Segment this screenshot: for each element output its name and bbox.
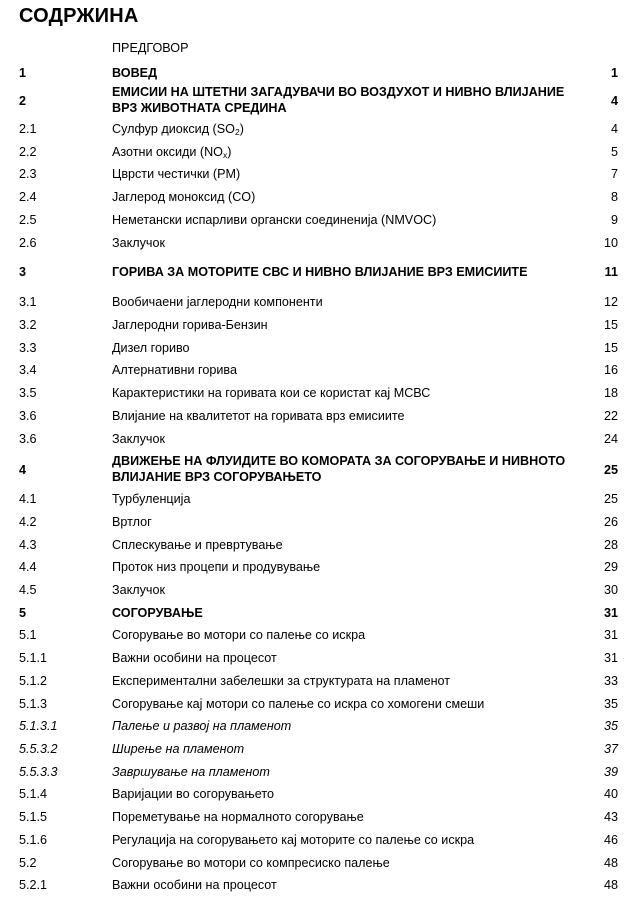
toc-entry-number: 4.1 bbox=[19, 492, 37, 506]
toc-entry-title: Вообичаени јаглеродни компоненти bbox=[112, 295, 323, 309]
toc-entry-page: 35 bbox=[603, 719, 618, 733]
toc-entry-page: 39 bbox=[603, 765, 618, 779]
toc-entry-page: 5 bbox=[610, 145, 618, 159]
toc-entry-page: 46 bbox=[603, 833, 618, 847]
toc-entry-number: 5.1.6 bbox=[19, 833, 48, 847]
toc-entry-number: 3.2 bbox=[19, 318, 37, 332]
toc-entry-title: Завршување на пламенот bbox=[112, 765, 270, 779]
toc-entry-page: 31 bbox=[603, 628, 618, 642]
subscript: x bbox=[222, 150, 228, 160]
toc-entry-number: 3.4 bbox=[19, 363, 37, 377]
toc-entry-number: 2.4 bbox=[19, 190, 37, 204]
toc-entry-page: 8 bbox=[610, 190, 618, 204]
toc-entry-page: 37 bbox=[603, 742, 618, 756]
toc-entry-page: 28 bbox=[603, 538, 618, 552]
toc-entry-number: 5.5.3.3 bbox=[19, 765, 58, 779]
toc-entry-title: Влијание на квалитетот на горивата врз емисиите bbox=[112, 409, 405, 423]
toc-entry-title: Согорување кај мотори со палење со искра со хомогени смеши bbox=[112, 697, 485, 711]
toc-entry-number: 5.1.3.1 bbox=[19, 719, 58, 733]
toc-entry-title: Сплескување и превртување bbox=[112, 538, 283, 552]
toc-entry-number: 3.3 bbox=[19, 341, 37, 355]
toc-entry-page: 18 bbox=[603, 386, 618, 400]
toc-entry-page: 22 bbox=[603, 409, 618, 423]
toc-entry-title: Важни особини на процесот bbox=[112, 878, 277, 892]
toc-entry-page: 24 bbox=[603, 432, 618, 446]
toc-entry-title: Проток низ процепи и продувување bbox=[112, 560, 321, 574]
toc-entry-title: Турбуленција bbox=[112, 492, 191, 506]
toc-entry-title: Заклучок bbox=[112, 432, 165, 446]
toc-entry-page: 1 bbox=[610, 66, 618, 80]
toc-entry-number: 4.2 bbox=[19, 515, 37, 529]
toc-entry-title: Цврсти честички (PM) bbox=[112, 167, 241, 181]
toc-entry-number: 4.5 bbox=[19, 583, 37, 597]
toc-entry-title: Ширење на пламенот bbox=[112, 742, 245, 756]
toc-entry-title: Експериментални забелешки за структурата на пламенот bbox=[112, 674, 451, 688]
toc-entry-title: Важни особини на процесот bbox=[112, 651, 277, 665]
toc-entry-number: 3 bbox=[19, 265, 27, 279]
toc-entry-number: 4 bbox=[19, 463, 27, 477]
toc-entry-page: 12 bbox=[603, 295, 618, 309]
toc-entry-number: 5.5.3.2 bbox=[19, 742, 58, 756]
toc-entry-title: Варијации во согорувањето bbox=[112, 787, 275, 801]
toc-entry-page: 15 bbox=[603, 341, 618, 355]
toc-entry-number: 4.3 bbox=[19, 538, 37, 552]
toc-entry-title: Вртлог bbox=[112, 515, 152, 529]
toc-entry-page: 48 bbox=[603, 856, 618, 870]
toc-entry-page: 15 bbox=[603, 318, 618, 332]
toc-entry-title: Јаглерод моноксид (CO) bbox=[112, 190, 256, 204]
toc-entry-number: 2.1 bbox=[19, 122, 37, 136]
toc-entry-title: ЕМИСИИ НА ШТЕТНИ ЗАГАДУВАЧИ ВО ВОЗДУХОТ И НИВНО ВЛИЈАНИЕ ВРЗ ЖИВОТНАТА СРЕДИНА bbox=[112, 85, 565, 115]
toc-entry-number: 5.1.2 bbox=[19, 674, 48, 688]
toc-entry-page: 11 bbox=[604, 265, 618, 279]
toc-entry-title: ВОВЕД bbox=[112, 66, 158, 80]
toc-entry-number: 2 bbox=[19, 94, 27, 108]
toc-entry-title: Заклучок bbox=[112, 583, 165, 597]
toc-entry-page: 35 bbox=[603, 697, 618, 711]
toc-entry-title: ДВИЖЕЊЕ НА ФЛУИДИТЕ ВО КОМОРАТА ЗА СОГОРУВАЊЕ И НИВНОТО ВЛИЈАНИЕ ВРЗ СОГОРУВАЊЕТО bbox=[112, 454, 566, 484]
toc-entry-number: 2.2 bbox=[19, 145, 37, 159]
toc-entry-page: 10 bbox=[603, 236, 618, 250]
toc-entry-title: ГОРИВА ЗА МОТОРИТЕ СВС И НИВНО ВЛИЈАНИЕ ВРЗ ЕМИСИИТЕ bbox=[112, 265, 528, 279]
toc-entry-title: Согорување во мотори со компресиско палење bbox=[112, 856, 390, 870]
toc-entry-title: Заклучок bbox=[112, 236, 165, 250]
toc-entry-title: Палење и развој на пламенот bbox=[112, 719, 292, 733]
toc-entry-title: Карактеристики на горивата кои се користат кај МСВС bbox=[112, 386, 431, 400]
toc-entry-title: ПРЕДГОВОР bbox=[112, 41, 189, 55]
toc-entry-page: 48 bbox=[603, 878, 618, 892]
toc-entry-page: 33 bbox=[603, 674, 618, 688]
toc-entry-page: 31 bbox=[603, 651, 618, 665]
toc-entry-number: 3.1 bbox=[19, 295, 37, 309]
toc-entry-number: 2.5 bbox=[19, 213, 37, 227]
toc-entry-title: Дизел гориво bbox=[112, 341, 190, 355]
toc-entry-page: 4 bbox=[610, 94, 618, 108]
toc-entry-title: Азотни оксиди $(NO_x)$ bbox=[112, 145, 232, 160]
toc-entry-page: 4 bbox=[610, 122, 618, 136]
toc-entry-number: 5.1.4 bbox=[19, 787, 48, 801]
toc-entry-number: 2.6 bbox=[19, 236, 37, 250]
toc-entry-title: Алтернативни горива bbox=[112, 363, 237, 377]
toc-entry-title: СОГОРУВАЊЕ bbox=[112, 606, 203, 620]
toc-entry-number: 5.2 bbox=[19, 856, 37, 870]
toc-entry-page: 43 bbox=[603, 810, 618, 824]
toc-entry-number: 5.1 bbox=[19, 628, 37, 642]
toc-entry-number: 5.1.1 bbox=[19, 651, 48, 665]
toc-entry-number: 5.1.5 bbox=[19, 810, 48, 824]
toc-entry-title: Јаглеродни горива-Бензин bbox=[112, 318, 268, 332]
toc-entry-page: 25 bbox=[603, 492, 618, 506]
toc-entry-page: 30 bbox=[603, 583, 618, 597]
subscript: 2 bbox=[234, 127, 240, 137]
toc-entry-page: 16 bbox=[603, 363, 618, 377]
toc-entry-page: 29 bbox=[603, 560, 618, 574]
toc-entry-number: 1 bbox=[19, 66, 27, 80]
toc-entry-number: 3.6 bbox=[19, 432, 37, 446]
toc-entry-number: 5.1.3 bbox=[19, 697, 48, 711]
toc-entry-number: 3.6 bbox=[19, 409, 37, 423]
toc-entry-number: 4.4 bbox=[19, 560, 37, 574]
toc-entry-title: Регулација на согорувањето кај моторите со палење со искра bbox=[112, 833, 475, 847]
toc-entry-page: 25 bbox=[603, 463, 618, 477]
toc-entry-title: Сулфур диоксид $(SO_2)$ bbox=[112, 122, 244, 137]
toc-entry-number: 3.5 bbox=[19, 386, 37, 400]
toc-entry-title: Согорување во мотори со палење со искра bbox=[112, 628, 366, 642]
toc-title: СОДРЖИНА bbox=[19, 5, 139, 27]
toc-entry-title: Неметански испарливи органски соединенија (NMVOC) bbox=[112, 213, 437, 227]
toc-entry-page: 31 bbox=[603, 606, 618, 620]
toc-entry-page: 9 bbox=[610, 213, 618, 227]
toc-entry-page: 7 bbox=[610, 167, 618, 181]
toc-entry-page: 40 bbox=[603, 787, 618, 801]
toc-entry-page: 26 bbox=[603, 515, 618, 529]
toc-entry-title: Пореметување на нормалното согорување bbox=[112, 810, 364, 824]
toc-entry-number: 5 bbox=[19, 606, 27, 620]
toc-entry-number: 5.2.1 bbox=[19, 878, 48, 892]
toc-entry-number: 2.3 bbox=[19, 167, 37, 181]
